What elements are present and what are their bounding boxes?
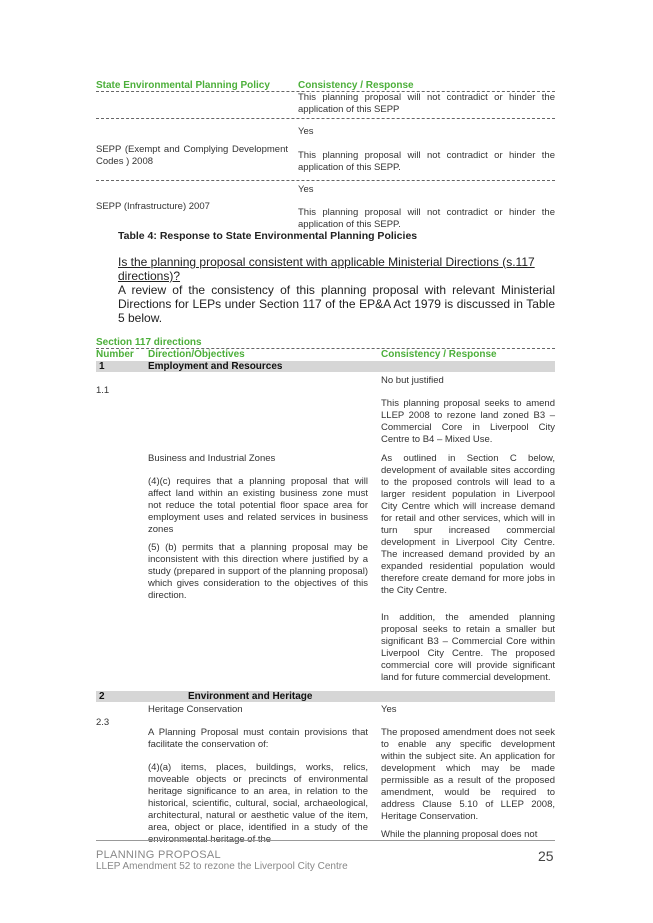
footer-title: PLANNING PROPOSAL	[96, 849, 221, 861]
sepp-header-policy: State Environmental Planning Policy	[96, 80, 270, 91]
d11-response-a: No but justified	[381, 375, 444, 386]
section-heading: Is the planning proposal consistent with applicable Ministerial Directions (s.117 directions)?	[118, 255, 535, 283]
d23-direction-title: Heritage Conservation	[148, 704, 243, 715]
section-number: 2	[99, 691, 105, 702]
s117-header-number: Number	[96, 349, 134, 360]
d11-direction-b: (5) (b) permits that a planning proposal may be inconsistent with this direction where justified by a study (prepared in support of the planning proposal) which gives consideration to the objectives of this direction.	[148, 542, 368, 601]
section-title: Employment and Resources	[148, 361, 283, 372]
sepp-row2-response: This planning proposal will not contradict or hinder the application of this SEPP.	[298, 207, 555, 230]
d23-number: 2.3	[96, 717, 110, 728]
sepp-row0-response: This planning proposal will not contradict or hinder the application of this SEPP	[298, 92, 555, 115]
d23-direction-b: (4)(a) items, places, buildings, works, relics, moveable objects or precincts of environmental heritage significance to an area, in relation to the historical, scientific, cultural, social, archaeological, architectural, natural or aesthetic value of the item, area, object or place, identified in a study of the environmental heritage of the	[148, 762, 368, 845]
d11-number: 1.1	[96, 385, 110, 396]
body-paragraph: A review of the consistency of this planning proposal with relevant Ministerial Directions for LEPs under Section 117 of the EP&A Act 1979 is discussed in Table 5 below.	[118, 283, 555, 325]
d23-response-a: The proposed amendment does not seek to enable any specific development within the subject site. An application for development which may be made permissible as a result of the proposed amendment, would be required to address Clause 5.10 of LLEP 2008, Heritage Conservation.	[381, 727, 555, 822]
section-number: 1	[99, 361, 105, 372]
d23-direction-a: A Planning Proposal must contain provisions that facilitate the conservation of:	[148, 727, 368, 750]
d23-yes: Yes	[381, 704, 397, 715]
d23-response-b: While the planning proposal does not	[381, 829, 538, 840]
footer-subtitle: LLEP Amendment 52 to rezone the Liverpool City Centre	[96, 861, 348, 872]
s117-title: Section 117 directions	[96, 337, 202, 348]
sepp-row1-response: This planning proposal will not contradict or hinder the application of this SEPP.	[298, 150, 555, 173]
section-band-2	[96, 691, 555, 702]
sepp-row2-policy: SEPP (Infrastructure) 2007	[96, 201, 210, 212]
d11-direction-title: Business and Industrial Zones	[148, 453, 276, 464]
section-band-1	[96, 361, 555, 372]
s117-header-direction: Direction/Objectives	[148, 349, 245, 360]
d11-response-c: As outlined in Section C below, development of available sites according to the proposed controls will lead to a larger resident population in Liverpool City Centre which will increase demand for retail and other services, which will in turn spur increased commercial development in Liverpool City Centre. The increased demand provided by an expanded residential population would therefore create demand for more jobs in the City Centre.	[381, 453, 555, 596]
table-bottom-rule	[96, 840, 555, 841]
d11-response-b: This planning proposal seeks to amend LLEP 2008 to rezone land zoned B3 – Commercial Core in Liverpool City Centre to B4 – Mixed Use.	[381, 398, 555, 445]
d11-direction-a: (4)(c) requires that a planning proposal that will affect land within an existing business zone must not reduce the total potential floor space area for employment uses and related services in business zones	[148, 476, 368, 535]
section-title: Environment and Heritage	[188, 691, 313, 702]
sepp-header-response: Consistency / Response	[298, 80, 414, 91]
sepp-row2-yes: Yes	[298, 184, 314, 195]
sepp-row1-policy: SEPP (Exempt and Complying Development Codes ) 2008	[96, 144, 288, 167]
divider	[96, 180, 555, 181]
divider	[96, 118, 555, 119]
page-number: 25	[538, 848, 554, 864]
d11-response-d: In addition, the amended planning proposal seeks to retain a smaller but significant B3 – Commercial Core within Liverpool City Centre. The proposed commercial core will provide significant land for future commercial development.	[381, 612, 555, 683]
s117-header-consistency: Consistency / Response	[381, 349, 497, 360]
table-caption: Table 4: Response to State Environmental Planning Policies	[118, 230, 418, 242]
sepp-row1-yes: Yes	[298, 126, 314, 137]
